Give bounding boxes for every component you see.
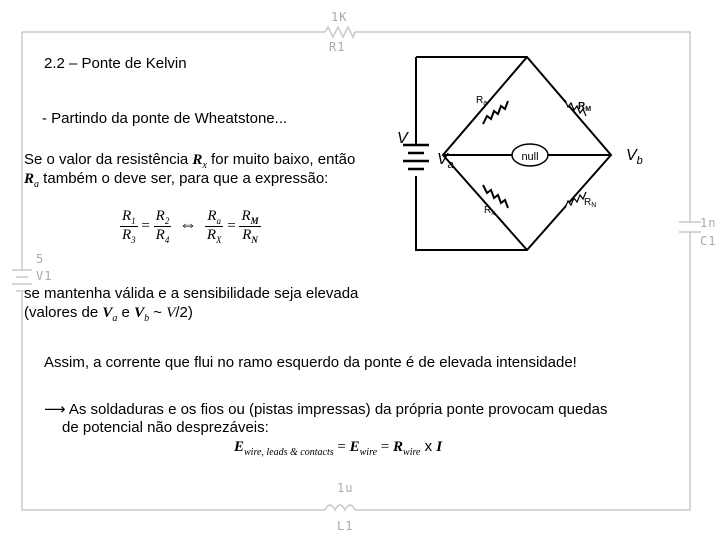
bridge-balance-formula: $\frac{R_1}{R_3}$ = $\frac{R_2}{R_4}$ ⇔ $\frac{R_a}{R_X}$ = $\frac{R_M}{R_N}$ — [122, 208, 259, 245]
bridge-vb-label: $V_b$ — [626, 147, 643, 167]
bridge-ra-label: $R_a$ — [476, 95, 488, 107]
background-l1-name: L1 — [337, 519, 354, 533]
paragraph-2-line-2: (valores de $V_a$ e $V_b$ ~ V/2) — [24, 304, 193, 324]
paragraph-1-line-1: Se o valor da resistência $R_x$ for muito baixo, então — [24, 151, 356, 171]
slide-title: 2.2 – Ponte de Kelvin — [44, 55, 187, 72]
fraction-rm-rn: $\frac{R_M}{R_N}$ — [241, 208, 259, 245]
null-label: null — [521, 151, 539, 163]
bridge-rm-label: $R_M$ — [578, 101, 592, 113]
bridge-va-label: $V_a$ — [437, 151, 454, 171]
bridge-diagram — [380, 50, 680, 260]
fraction-r2-r4: $\frac{R_2}{R_4}$ — [155, 208, 170, 245]
paragraph-3: Assim, a corrente que flui no ramo esquerdo da ponte é de elevada intensidade! — [44, 354, 577, 371]
bridge-rx-label: $R_x$ — [484, 205, 495, 217]
background-r1-value: 1K — [331, 10, 348, 24]
fraction-ra-rx: $\frac{R_a}{R_X}$ — [206, 208, 222, 245]
background-v1-value: 5 — [36, 252, 45, 266]
background-c1-name: C1 — [700, 234, 717, 248]
background-c1-value: 1n — [700, 216, 717, 230]
paragraph-1-line-2: $R_a$ também o deve ser, para que a expressão: — [24, 170, 329, 190]
paragraph-4-line-1: ⟶ As soldaduras e os fios ou (pistas impressas) da própria ponte provocam quedas — [44, 400, 608, 418]
background-inductor-l1 — [325, 505, 355, 510]
arrow-right-icon: ⟶ — [44, 400, 66, 418]
background-capacitor-c1 — [679, 222, 701, 248]
fraction-r1-r3: $\frac{R_1}{R_3}$ — [122, 208, 136, 245]
voltage-drop-equation: $E_{wire, leads \& contacts} = E_{wire} = R_{wire}$ x I — [234, 438, 443, 458]
bridge-rn-label: $R_N$ — [584, 197, 597, 209]
paragraph-2-line-1: se mantenha válida e a sensibilidade seja elevada — [24, 285, 359, 302]
background-r1-name: R1 — [329, 40, 346, 54]
intro-text: - Partindo da ponte de Wheatstone... — [42, 110, 288, 127]
background-l1-value: 1u — [337, 481, 354, 495]
paragraph-4-line-2: de potencial não desprezáveis: — [62, 419, 269, 436]
bridge-v-label: V — [397, 130, 408, 147]
background-v1-name: V1 — [36, 269, 53, 283]
background-resistor-r1 — [325, 27, 355, 37]
